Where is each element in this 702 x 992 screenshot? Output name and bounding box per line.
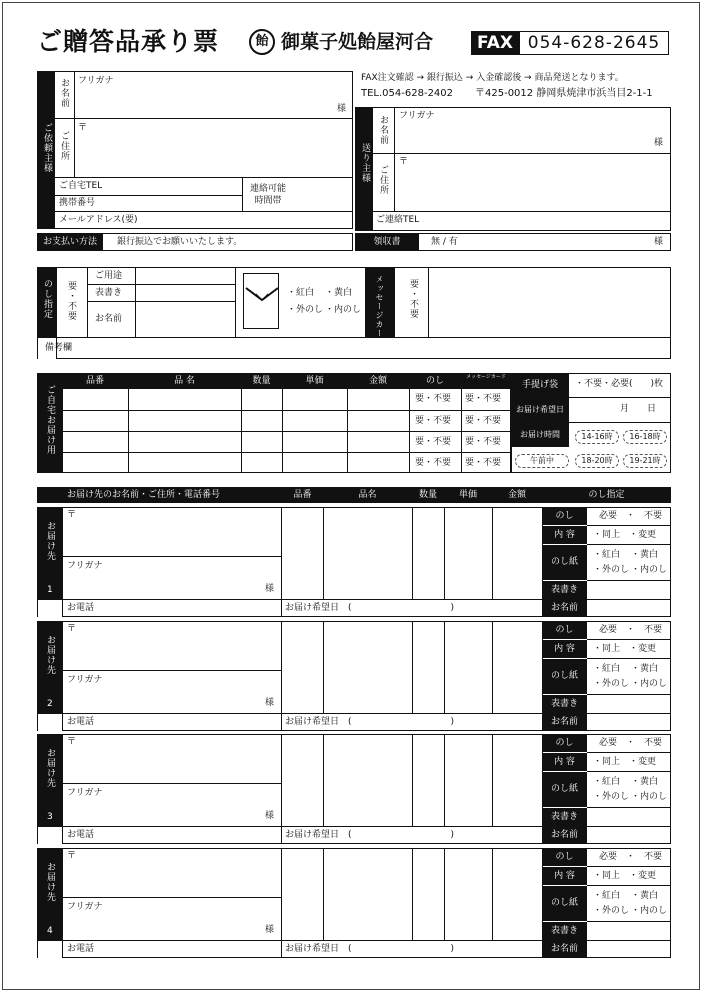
delivery-naiyou-label: 内 容 [542,753,587,771]
noshi-sotonoshi: ・外のし [287,305,324,315]
delivery-col-amount: 金額 [507,490,526,500]
home-row-noshi-need: 要・不要 [415,458,452,468]
delivery-sotonoshi: ・外のし [593,792,630,802]
client-section-label: ご依頼主様 [42,123,52,173]
delivery-uchinoshi: ・内のし [631,906,668,916]
form-title: ご贈答品承り票 [37,27,220,56]
noshi-kihaku: ・黄白 [325,288,353,298]
sender-tel-label: ご連絡TEL [376,215,420,225]
delivery-noshi-opts: 必要 ・ 不要 [599,625,663,635]
delivery-date-label: お届け希望日 ( ) [285,603,455,613]
delivery-name-label: お名前 [542,941,587,958]
bag-label: 手提げ袋 [511,373,569,397]
home-row-card-need: 要・不要 [465,437,502,447]
time-option-16-18[interactable]: 16-18時 [623,430,667,444]
receipt-value: 無 / 有 [431,237,458,247]
delivery-section-label: お届け先 [45,862,55,902]
delivery-omote-label: 表書き [542,808,587,826]
home-col-quantity: 数量 [252,376,271,386]
delivery-uchinoshi: ・内のし [631,565,668,575]
delivery-date-label: お届け希望日 ( ) [285,717,455,727]
client-sama: 様 [337,104,347,114]
delivery-number: 4 [47,926,53,936]
delivery-sotonoshi: ・外のし [593,679,630,689]
home-row-noshi-need: 要・不要 [415,437,452,447]
noshi-section-label: のし指定 [42,279,52,319]
delivery-phone-label: お電話 [67,830,95,840]
fax-label: FAX [471,31,519,55]
delivery-sama: 様 [265,811,275,821]
delivery-noshi-label: のし [542,621,587,639]
receipt-sama: 様 [654,237,664,247]
delivery-sotonoshi: ・外のし [593,906,630,916]
sender-address-label: ご住所 [378,165,388,195]
sender-furigana-label: フリガナ [399,111,435,121]
delivery-sama: 様 [265,584,275,594]
delivery-name-label: お名前 [542,827,587,844]
delivery-naiyou-label: 内 容 [542,867,587,885]
delivery-noshi-opts: 必要 ・ 不要 [599,852,663,862]
bag-value: ・不要・必要( )枚 [575,379,664,389]
noshi-wrap-icon [243,273,279,329]
delivery-kouhaku: ・紅白 [593,777,621,787]
sender-name-label: お名前 [378,115,388,145]
delivery-col-price: 単価 [458,490,477,500]
time-option-morning[interactable]: 午前中 [515,454,569,468]
delivery-section-label: お届け先 [45,748,55,788]
delivery-furigana: フリガナ [67,561,103,571]
card-need: 要・不要 [408,279,418,319]
client-contact-time-label: 連絡可能時間帯 [249,184,286,206]
delivery-col-noshi: のし指定 [588,490,625,500]
delivery-omote-label: 表書き [542,695,587,713]
delivery-col-quantity: 数量 [418,490,437,500]
delivery-col-hinban: 品番 [293,490,312,500]
delivery-noshi-paper-label: のし紙 [542,545,587,580]
delivery-phone-label: お電話 [67,717,95,727]
delivery-furigana: フリガナ [67,675,103,685]
shop-address: 〒425-0012 静岡県焼津市浜当目2-1-1 [475,88,653,99]
delivery-name-label: お名前 [542,714,587,731]
fax-number: 054-628-2645 [519,31,669,55]
client-address-label: ご住所 [59,131,69,161]
sender-sama: 様 [654,138,664,148]
delivery-omote-label: 表書き [542,922,587,940]
delivery-number: 2 [47,699,53,709]
delivery-section-label: お届け先 [45,521,55,561]
shop-crest-icon: 飴 [249,29,275,55]
delivery-date-label: お届け希望日 ( ) [285,830,455,840]
delivery-noshi-label: のし [542,507,587,525]
home-col-noshi: のし [425,376,444,386]
noshi-purpose-label: ご用途 [95,271,123,281]
home-row-card-need: 要・不要 [465,458,502,468]
delivery-kihaku: ・黄白 [631,777,659,787]
client-home-tel-label: ご自宅TEL [59,181,103,191]
date-label: お届け希望日 [511,398,569,422]
delivery-number: 1 [47,585,53,595]
delivery-naiyou-opts: ・同上 ・変更 [593,757,657,767]
delivery-noshi-label: のし [542,848,587,866]
delivery-uchinoshi: ・内のし [631,679,668,689]
home-col-price: 単価 [305,376,324,386]
delivery-postal: 〒 [67,737,77,747]
noshi-kouhaku: ・紅白 [287,288,315,298]
delivery-kihaku: ・黄白 [631,664,659,674]
delivery-kouhaku: ・紅白 [593,891,621,901]
delivery-noshi-opts: 必要 ・ 不要 [599,738,663,748]
payment-value: 銀行振込でお願いいたします。 [117,237,243,247]
delivery-naiyou-opts: ・同上 ・変更 [593,644,657,654]
delivery-col-address: お届け先のお名前・ご住所・電話番号 [67,490,221,500]
delivery-kouhaku: ・紅白 [593,664,621,674]
delivery-postal: 〒 [67,851,77,861]
time-option-14-16[interactable]: 14-16時 [575,430,619,444]
client-email-label: メールアドレス(要) [59,215,138,225]
message-card-label: メッセージカード [375,275,384,347]
home-col-hinmei: 品 名 [174,376,195,386]
noshi-omote-label: 表書き [95,288,123,298]
delivery-uchinoshi: ・内のし [631,792,668,802]
delivery-sama: 様 [265,698,275,708]
delivery-naiyou-opts: ・同上 ・変更 [593,530,657,540]
home-row-card-need: 要・不要 [465,394,502,404]
delivery-omote-label: 表書き [542,581,587,599]
client-mobile-label: 携帯番号 [59,198,96,208]
noshi-uchinoshi: ・内のし [325,305,362,315]
delivery-furigana: フリガナ [67,902,103,912]
delivery-phone-label: お電話 [67,944,95,954]
delivery-noshi-paper-label: のし紙 [542,772,587,807]
home-col-card: メッセージカード [466,374,506,380]
payment-label: お支払い方法 [37,233,103,251]
delivery-noshi-opts: 必要 ・ 不要 [599,511,663,521]
delivery-furigana: フリガナ [67,788,103,798]
time-option-18-20[interactable]: 18-20時 [575,454,619,468]
delivery-col-hinmei: 品名 [358,490,377,500]
receipt-label: 領収書 [355,233,419,251]
home-col-amount: 金額 [368,376,387,386]
order-form [2,2,700,990]
delivery-kihaku: ・黄白 [631,891,659,901]
delivery-section-label: お届け先 [45,635,55,675]
noshi-need: 要・不要 [66,281,76,321]
delivery-number: 3 [47,812,53,822]
time-option-19-21[interactable]: 19-21時 [623,454,667,468]
delivery-kouhaku: ・紅白 [593,550,621,560]
delivery-naiyou-label: 内 容 [542,526,587,544]
client-name-label: お名前 [59,78,69,108]
delivery-noshi-paper-label: のし紙 [542,659,587,694]
date-value: 月 日 [620,404,657,414]
order-flow-text: FAX注文確認 → 銀行振込 → 入金確認後 → 商品発送となります。 [361,73,624,83]
delivery-noshi-paper-label: のし紙 [542,886,587,921]
delivery-postal: 〒 [67,510,77,520]
sender-postal: 〒 [399,157,409,167]
delivery-postal: 〒 [67,624,77,634]
home-row-card-need: 要・不要 [465,416,502,426]
delivery-name-label: お名前 [542,600,587,617]
shop-name: 御菓子処飴屋河合 [281,31,434,53]
delivery-noshi-label: のし [542,734,587,752]
sender-section-label: 送り主様 [360,143,370,183]
delivery-phone-label: お電話 [67,603,95,613]
delivery-kihaku: ・黄白 [631,550,659,560]
noshi-name-label: お名前 [95,314,123,324]
delivery-sama: 様 [265,925,275,935]
delivery-date-label: お届け希望日 ( ) [285,944,455,954]
delivery-naiyou-label: 内 容 [542,640,587,658]
remarks-label: 備考欄 [45,343,73,353]
shop-tel: TEL.054-628-2402 [361,88,454,99]
client-postal: 〒 [78,123,88,133]
delivery-naiyou-opts: ・同上 ・変更 [593,871,657,881]
home-section-label: ご自宅お届け用 [45,385,55,455]
home-col-hinban: 品番 [85,376,104,386]
delivery-sotonoshi: ・外のし [593,565,630,575]
time-label: お届け時間 [511,423,569,447]
home-row-noshi-need: 要・不要 [415,394,452,404]
home-row-noshi-need: 要・不要 [415,416,452,426]
client-furigana-label: フリガナ [78,76,114,86]
